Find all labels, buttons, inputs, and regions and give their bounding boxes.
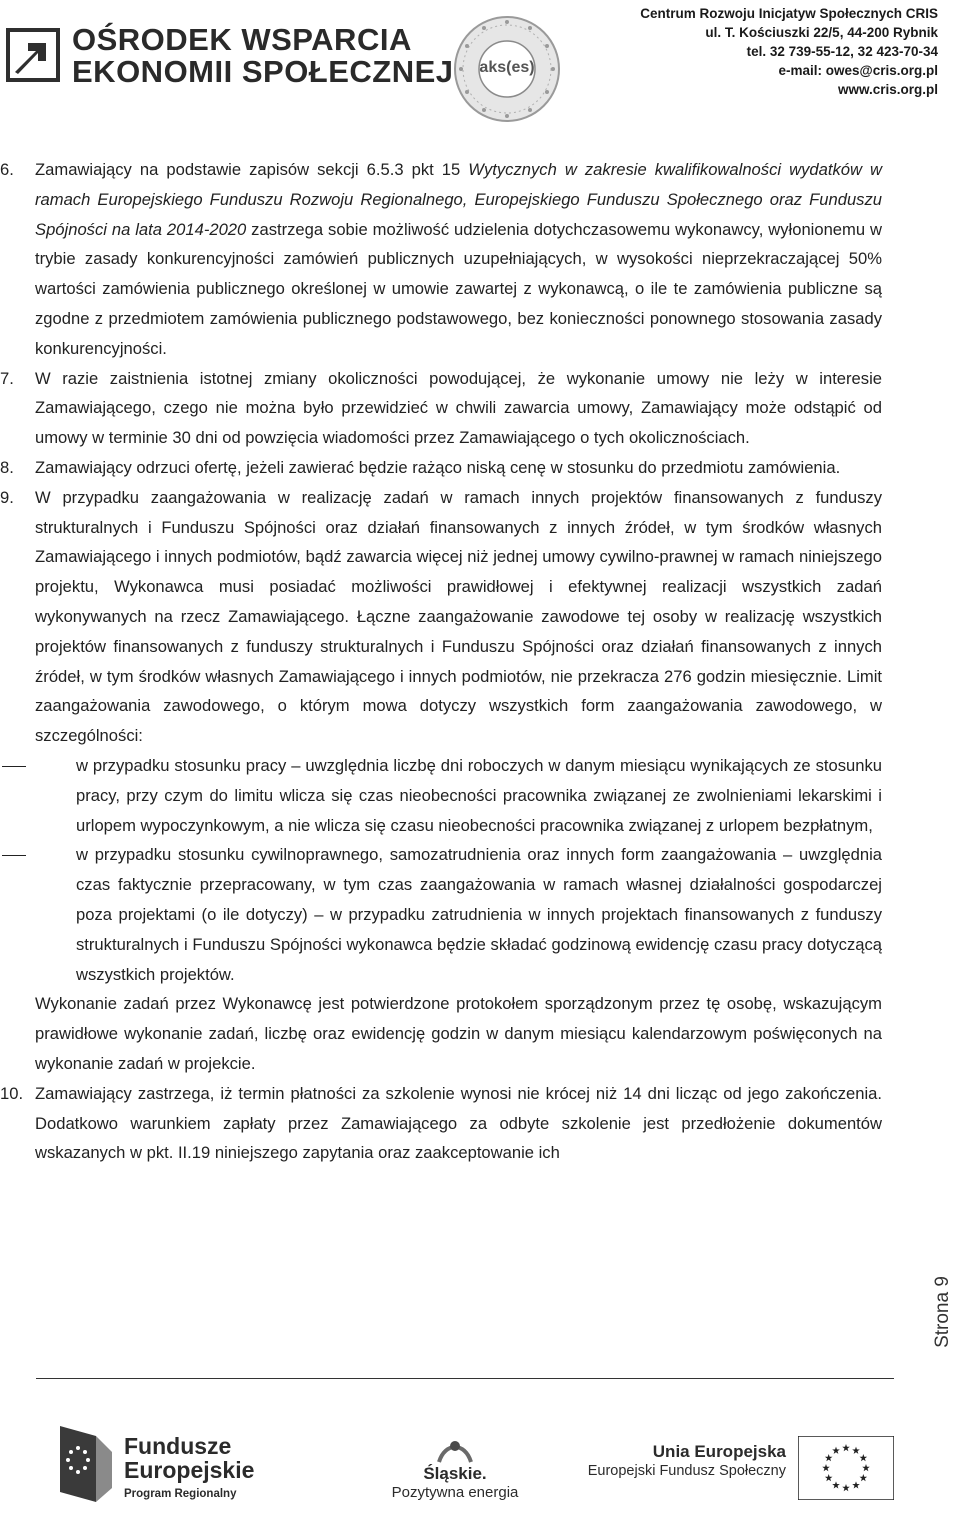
- akses-seal: [452, 14, 562, 124]
- owes-logo-line1: OŚRODEK WSPARCIA: [72, 22, 412, 57]
- unia-europejska-logo: [582, 1436, 894, 1496]
- bullet-item: [0, 840, 882, 989]
- item-number: 8.: [0, 457, 14, 477]
- item-text-start: Zamawiający na podstawie zapisów sekcji 6.5.3 pkt 15: [35, 160, 469, 179]
- bullet-text: w przypadku stosunku cywilnoprawnego, samozatrudnienia oraz innych form zaangażowania – uwzględnia czas faktycznie przepracowany, w tym czas zaangażowania w ramach własnej działalności gospodarczej poza projektami (o ile dotyczy) – w przypadku zatrudnienia w innych projektach finansowanych z funduszy strukturalnych i Funduszu Spójności wykonawca będzie składać godzinową ewidencję czasu pracy dotyczącą wszystkich projektów.: [76, 845, 882, 984]
- page-header: [0, 0, 960, 130]
- owes-logo: [6, 22, 454, 94]
- slaskie-icon: [435, 1436, 475, 1466]
- slaskie-logo-line1: Śląskie.: [423, 1464, 487, 1483]
- list-item: [0, 483, 882, 1079]
- bullet-item: [0, 751, 882, 840]
- fe-logo-line2: Europejskie: [124, 1457, 255, 1483]
- item-closing-text: Wykonanie zadań przez Wykonawcę jest potwierdzone protokołem sporządzonym przez tę osobę, wskazującym prawidłowe wykonanie zadań, liczbę oraz ewidencję godzin w danym miesiącu kalendarzowym poświęconych na wykonanie zadań w projekcie.: [35, 994, 882, 1073]
- contact-website[interactable]: www.cris.org.pl: [837, 82, 938, 97]
- list-item: [0, 453, 882, 483]
- owes-logo-line2: EKONOMII SPOŁECZNEJ: [72, 54, 454, 89]
- item-number: 6.: [0, 160, 14, 179]
- list-item: [0, 364, 882, 453]
- item-text: W przypadku zaangażowania w realizację zadań w ramach innych projektów finansowanych z funduszy strukturalnych i Funduszu Spójności oraz działań finansowanych z innych źródeł, w tym środków własnych Zamawiającego i innych podmiotów, bądź zawarcia więcej niż jednej umowy cywilno-prawnej w ramach niniejszego projektu, Wykonawca musi posiadać możliwości prawidłowej i efektywnej realizacji wszystkich zadań wykonywanych na rzecz Zamawiającego. Łączne zaangażowanie zawodowe tej osoby w realizację wszystkich projektów finansowanych z funduszy strukturalnych i Funduszu Spójności oraz działań finansowanych z innych źródeł, w tym środków własnych Zamawiającego i innych podmiotów, nie przekracza 276 godzin miesięcznie. Limit zaangażowania zawodowego, o którym mowa dotyczy wszystkich form zaangażowania zawodowego, w szczególności:: [35, 487, 882, 746]
- list-item: [0, 1079, 882, 1168]
- item-text: [35, 155, 882, 364]
- item-number: 7.: [0, 368, 14, 388]
- item-text: W razie zaistnienia istotnej zmiany okoliczności powodującej, że wykonanie umowy nie leży w interesie Zamawiającego, czego nie można było przewidzieć w chwili zawarcia umowy, Zamawiający może odstąpić od umowy w terminie 30 dni od powzięcia wiadomości przez Zamawiającego o tych okolicznościach.: [35, 368, 882, 448]
- fe-logo-line1: Fundusze: [124, 1433, 232, 1459]
- contact-block: [640, 4, 938, 99]
- item-number: 9.: [0, 487, 14, 507]
- bullet-text: w przypadku stosunku pracy – uwzględnia liczbę dni roboczych w danym miesiącu wynikających ze stosunku pracy, przy czym do limitu wlicza się czas nieobecności pracownika związanej ze zwolnieniami lekarskimi i urlopem wypoczynkowym, a nie wlicza się czasu nieobecności pracownika związanej z urlopem bezpłatnym,: [76, 755, 882, 835]
- ue-logo-line1: Unia Europejska: [652, 1442, 786, 1461]
- item-number: 10.: [0, 1083, 24, 1103]
- footer-divider: [36, 1378, 894, 1379]
- eu-flag-icon: [798, 1436, 894, 1500]
- page-number: [930, 1262, 956, 1362]
- slaskie-logo-line2: Pozytywna energia: [391, 1484, 519, 1501]
- document-body: [0, 155, 882, 1168]
- item-text-end: zastrzega sobie możliwość udzielenia dotychczasowemu wykonawcy, wyłonionemu w trybie zasady konkurencyjności zamówień publicznych uzupełniających, w wysokości nieprzekraczającej 50% wartości zamówienia publicznego określonej w umowie zawartej z wykonawcą, o ile te zamówienia publiczne są zgodne z przedmiotem zamówienia publicznego podstawowego, bez konieczności ponownego stosowania zasady konkurencyjności.: [35, 219, 882, 358]
- fundusze-europejskie-logo: [52, 1422, 282, 1518]
- page-footer: [0, 1400, 960, 1523]
- fundusze-europejskie-icon: [52, 1422, 116, 1506]
- fe-logo-line3: Program Regionalny: [124, 1488, 237, 1500]
- contact-address: ul. T. Kościuszki 22/5, 44-200 Rybnik: [705, 25, 938, 40]
- item-text: Zamawiający zastrzega, iż termin płatności za szkolenie wynosi nie krócej niż 14 dni licząc od jego zakończenia. Dodatkowo warunkiem zapłaty przez Zamawiającego za odbyte szkolenie jest przedłożenie dokumentów wskazanych w pkt. II.19 niniejszego zapytania oraz zaakceptowanie ich: [35, 1083, 882, 1163]
- page-number-label: Strona 9: [932, 1276, 953, 1348]
- akses-seal-label: aks(es): [479, 59, 535, 76]
- item-text-italic: Wytycznych w zakresie kwalifikowalności wydatków w ramach Europejskiego Funduszu Rozwoju Regionalnego, Europejskiego Funduszu Społecznego oraz Funduszu Spójności na lata 2014-2020: [35, 160, 882, 239]
- item-text: Zamawiający odrzuci ofertę, jeżeli zawierać będzie rażąco niską cenę w stosunku do przedmiotu zamówienia.: [35, 457, 841, 477]
- owes-arrow-icon: [6, 28, 60, 82]
- slaskie-logo: [385, 1436, 525, 1522]
- ue-logo-line2: Europejski Fundusz Społeczny: [587, 1463, 786, 1479]
- contact-org: Centrum Rozwoju Inicjatyw Społecznych CRIS: [640, 6, 938, 21]
- list-item: [0, 155, 882, 364]
- contact-email[interactable]: e-mail: owes@cris.org.pl: [778, 63, 938, 78]
- contact-phone: tel. 32 739-55-12, 32 423-70-34: [746, 44, 938, 59]
